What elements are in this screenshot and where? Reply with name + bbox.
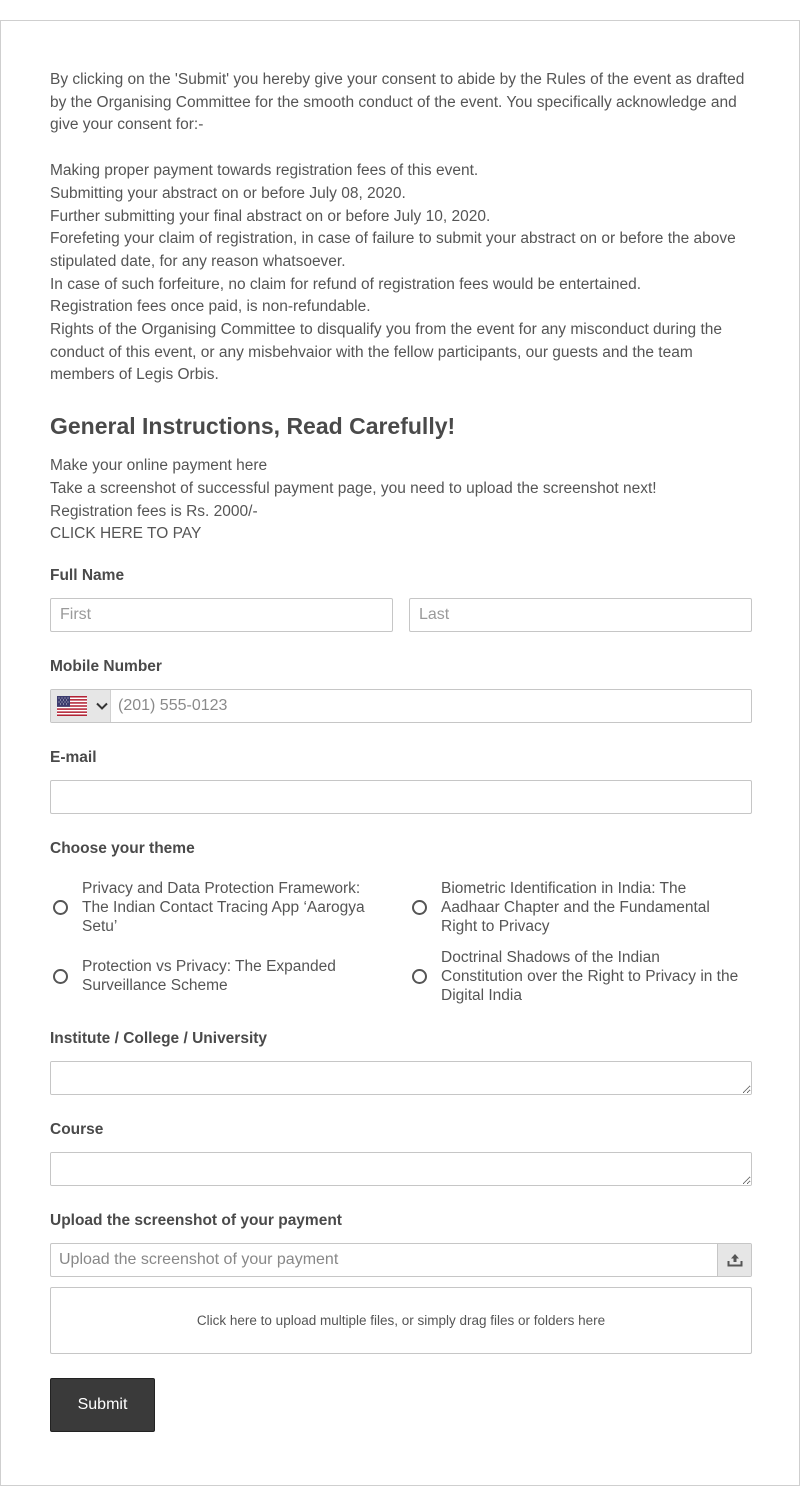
dropzone-text: Click here to upload multiple files, or simply drag files or folders here <box>196 1312 606 1328</box>
mobile-section <box>50 657 752 723</box>
payment-link-text[interactable]: Make your online payment here <box>50 457 268 475</box>
radio-button[interactable] <box>412 900 427 915</box>
institute-label: Institute / College / University <box>50 1029 268 1047</box>
theme-section <box>50 839 752 1005</box>
consent-text <box>50 69 752 387</box>
upload-placeholder: Upload the screenshot of your payment <box>59 1250 339 1268</box>
mobile-label: Mobile Number <box>50 657 162 675</box>
email-label: E-mail <box>50 748 97 766</box>
course-section <box>50 1120 752 1186</box>
consent-item: Making proper payment towards registration fees of this event. <box>50 162 479 180</box>
instructions-heading: General Instructions, Read Carefully! <box>50 413 456 440</box>
consent-item: Further submitting your final abstract on or before July 10, 2020. <box>50 207 491 225</box>
pay-link[interactable]: CLICK HERE TO PAY <box>50 525 202 543</box>
consent-intro: By clicking on the 'Submit' you hereby give your consent to abide by the Rules of the event as drafted by the Organising Committee for the smooth conduct of the event. You specifically acknowledge and give your consent for:- <box>50 71 745 134</box>
institute-section <box>50 1029 752 1095</box>
upload-field[interactable] <box>50 1243 752 1277</box>
phone-field <box>50 689 752 723</box>
theme-option-label: Doctrinal Shadows of the Indian Constitution over the Right to Privacy in the Digital India <box>441 948 739 1004</box>
upload-icon[interactable] <box>717 1244 751 1276</box>
theme-option[interactable] <box>50 948 409 1005</box>
theme-option-label: Protection vs Privacy: The Expanded Surveillance Scheme <box>82 958 336 995</box>
chevron-down-icon <box>95 699 109 713</box>
consent-item: Forefeting your claim of registration, in case of failure to submit your abstract on or before the above stipulated date, for any reason whatsoever. <box>50 230 736 270</box>
email-input[interactable] <box>50 780 752 814</box>
full-name-label: Full Name <box>50 566 125 584</box>
theme-option[interactable] <box>409 879 752 936</box>
consent-item: Registration fees once paid, is non-refundable. <box>50 298 371 316</box>
last-name-input[interactable] <box>409 598 752 632</box>
theme-option[interactable] <box>50 879 409 936</box>
institute-input[interactable] <box>50 1061 752 1095</box>
course-input[interactable] <box>50 1152 752 1186</box>
submit-button[interactable]: Submit <box>50 1378 155 1432</box>
upload-label: Upload the screenshot of your payment <box>50 1211 342 1229</box>
us-flag-icon <box>57 696 87 716</box>
form-container <box>0 20 800 1486</box>
first-name-input[interactable] <box>50 598 393 632</box>
radio-button[interactable] <box>53 900 68 915</box>
consent-item: Submitting your abstract on or before July 08, 2020. <box>50 184 406 202</box>
consent-item: Rights of the Organising Committee to disqualify you from the event for any misconduct during the conduct of this event, or any misbehvaior with the fellow participants, our guests and the team members of Legis Orbis. <box>50 321 723 384</box>
file-dropzone[interactable] <box>50 1287 752 1354</box>
consent-item: In case of such forfeiture, no claim for refund of registration fees would be entertained. <box>50 275 642 293</box>
full-name-section <box>50 566 752 632</box>
mobile-input[interactable] <box>111 690 751 722</box>
course-label: Course <box>50 1120 104 1138</box>
radio-button[interactable] <box>412 969 427 984</box>
theme-label: Choose your theme <box>50 839 195 857</box>
country-select[interactable] <box>51 690 111 722</box>
upload-section <box>50 1211 752 1354</box>
fee-line: Registration fees is Rs. 2000/- <box>50 502 258 520</box>
email-section <box>50 748 752 814</box>
theme-options <box>50 879 752 1005</box>
theme-option[interactable] <box>409 948 752 1005</box>
radio-button[interactable] <box>53 969 68 984</box>
theme-option-label: Privacy and Data Protection Framework: The Indian Contact Tracing App ‘Aarogya Setu’ <box>82 879 365 935</box>
theme-option-label: Biometric Identification in India: The Aadhaar Chapter and the Fundamental Right to Privacy <box>441 879 710 935</box>
payment-instructions <box>50 455 752 546</box>
instruction-line: Take a screenshot of successful payment page, you need to upload the screenshot next! <box>50 479 657 497</box>
